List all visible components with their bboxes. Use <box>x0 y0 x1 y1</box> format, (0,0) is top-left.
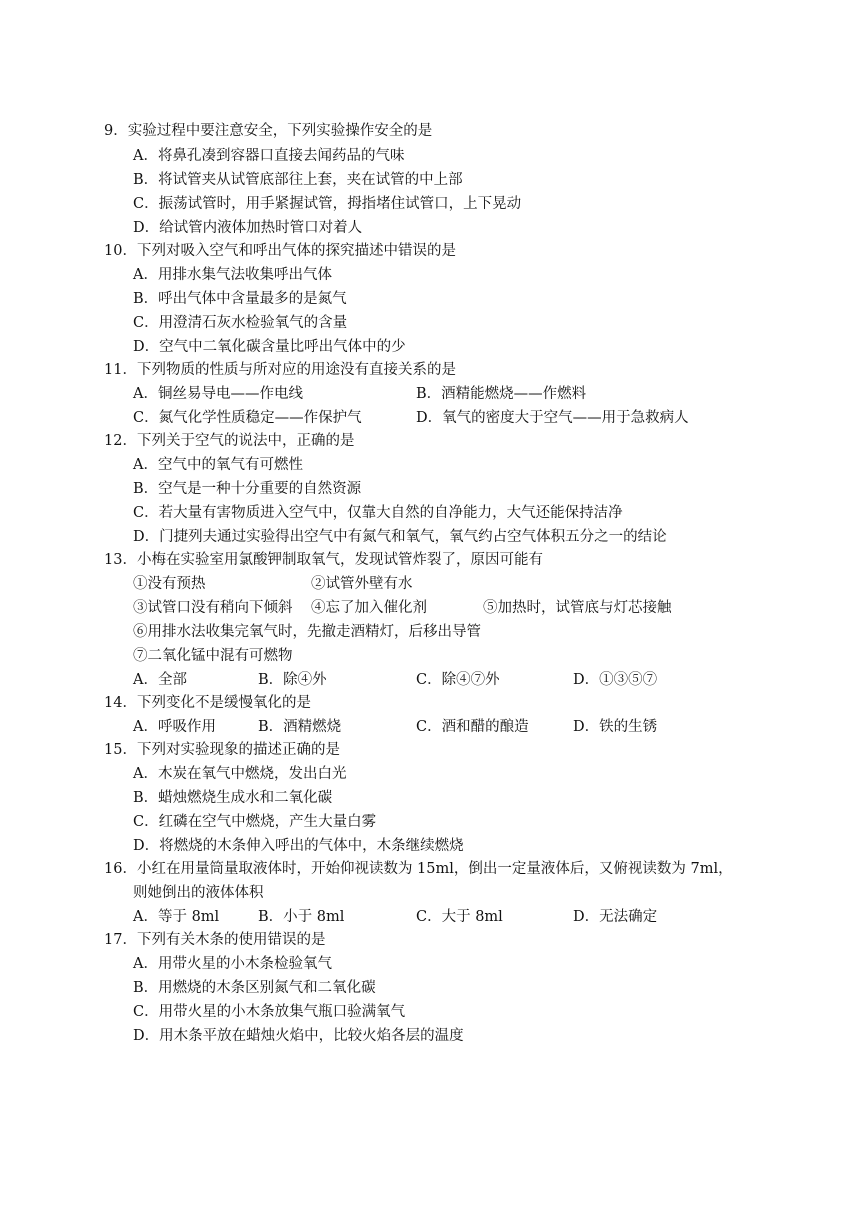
question-number: 17． <box>104 932 137 948</box>
option-b: B．将试管夹从试管底部往上套，夹在试管的中上部 <box>133 172 463 188</box>
reason-item: ②试管外壁有水 <box>311 576 413 592</box>
option-c: C．大于 8ml <box>416 909 503 925</box>
reason-item: ⑤加热时，试管底与灯芯接触 <box>483 600 672 616</box>
reason-item: ⑥用排水法收集完氧气时，先撤走酒精灯，后移出导管 <box>133 624 481 640</box>
option-d: D．空气中二氧化碳含量比呼出气体中的少 <box>133 339 406 355</box>
option-d: D．给试管内液体加热时管口对着人 <box>133 220 363 236</box>
question-number: 11． <box>104 362 137 378</box>
question-text: 下列变化不是缓慢氧化的是 <box>136 695 311 711</box>
option-a: A．等于 8ml <box>133 909 220 925</box>
question-number: 15． <box>104 742 137 758</box>
question-13-stem <box>104 549 543 571</box>
option-c: C．若大量有害物质进入空气中，仅靠大自然的自净能力，大气还能保持洁净 <box>133 505 623 521</box>
option-d: D．铁的生锈 <box>573 719 658 735</box>
question-9-stem <box>104 120 432 142</box>
option-a: A．全部 <box>133 672 187 688</box>
option-d: D．无法确定 <box>573 909 658 925</box>
reason-item: ④忘了加入催化剂 <box>311 600 427 616</box>
option-b: B．除④外 <box>258 672 327 688</box>
option-c: C．酒和醋的酿造 <box>416 719 529 735</box>
option-a: A．铜丝易导电——作电线 <box>133 386 303 402</box>
option-a: A．空气中的氧气有可燃性 <box>133 457 303 473</box>
question-text: 实验过程中要注意安全，下列实验操作安全的是 <box>127 123 433 139</box>
option-c: C．振荡试管时，用手紧握试管，拇指堵住试管口，上下晃动 <box>133 196 522 212</box>
option-a: A．将鼻孔凑到容器口直接去闻药品的气味 <box>133 148 405 164</box>
question-text: 下列物质的性质与所对应的用途没有直接关系的是 <box>136 362 456 378</box>
question-10-stem <box>104 240 456 262</box>
option-a: A．木炭在氧气中燃烧，发出白光 <box>133 766 347 782</box>
question-14-stem <box>104 692 311 714</box>
question-number: 13． <box>104 552 137 568</box>
question-text-continued: 则她倒出的液体体积 <box>133 885 264 901</box>
option-b: B．呼出气体中含量最多的是氮气 <box>133 291 347 307</box>
option-c: C．用带火星的小木条放集气瓶口验满氧气 <box>133 1004 406 1020</box>
question-text: 下列对吸入空气和呼出气体的探究描述中错误的是 <box>136 243 456 259</box>
option-c: C．氮气化学性质稳定——作保护气 <box>133 410 362 426</box>
option-d: D．将燃烧的木条伸入呼出的气体中，木条继续燃烧 <box>133 838 464 854</box>
option-b: B．蜡烛燃烧生成水和二氧化碳 <box>133 790 333 806</box>
question-text: 下列对实验现象的描述正确的是 <box>136 742 340 758</box>
reason-item: ⑦二氧化锰中混有可燃物 <box>133 648 293 664</box>
reason-item: ①没有预热 <box>133 576 206 592</box>
option-b: B．空气是一种十分重要的自然资源 <box>133 481 362 497</box>
reason-item: ③试管口没有稍向下倾斜 <box>133 600 293 616</box>
option-c: C．除④⑦外 <box>416 672 500 688</box>
option-d: D．用木条平放在蜡烛火焰中，比较火焰各层的温度 <box>133 1028 464 1044</box>
option-d: D．氧气的密度大于空气——用于急救病人 <box>416 410 689 426</box>
question-number: 14． <box>104 695 137 711</box>
question-11-stem <box>104 359 456 381</box>
question-17-stem <box>104 929 325 951</box>
option-b: B．酒精燃烧 <box>258 719 342 735</box>
option-a: A．呼吸作用 <box>133 719 216 735</box>
option-d: D．门捷列夫通过实验得出空气中有氮气和氧气，氧气约占空气体积五分之一的结论 <box>133 529 667 545</box>
option-b: B．用燃烧的木条区别氮气和二氧化碳 <box>133 980 376 996</box>
question-number: 16． <box>104 861 137 877</box>
option-b: B．酒精能燃烧——作燃料 <box>416 386 587 402</box>
option-d: D．①③⑤⑦ <box>573 672 658 688</box>
question-15-stem <box>104 739 340 761</box>
question-12-stem <box>104 430 354 452</box>
question-text: 下列关于空气的说法中，正确的是 <box>136 433 355 449</box>
question-16-stem <box>104 858 733 880</box>
option-a: A．用带火星的小木条检验氧气 <box>133 956 332 972</box>
option-c: C．用澄清石灰水检验氧气的含量 <box>133 315 348 331</box>
question-text: 下列有关木条的使用错误的是 <box>136 932 326 948</box>
question-text: 小红在用量筒量取液体时，开始仰视读数为 15ml，倒出一定量液体后，又俯视读数为 7ml， <box>136 861 733 877</box>
option-c: C．红磷在空气中燃烧，产生大量白雾 <box>133 814 377 830</box>
option-a: A．用排水集气法收集呼出气体 <box>133 267 332 283</box>
question-number: 10． <box>104 243 137 259</box>
option-b: B．小于 8ml <box>258 909 345 925</box>
question-number: 12． <box>104 433 137 449</box>
question-text: 小梅在实验室用氯酸钾制取氧气，发现试管炸裂了，原因可能有 <box>136 552 543 568</box>
question-number: 9． <box>104 123 128 139</box>
